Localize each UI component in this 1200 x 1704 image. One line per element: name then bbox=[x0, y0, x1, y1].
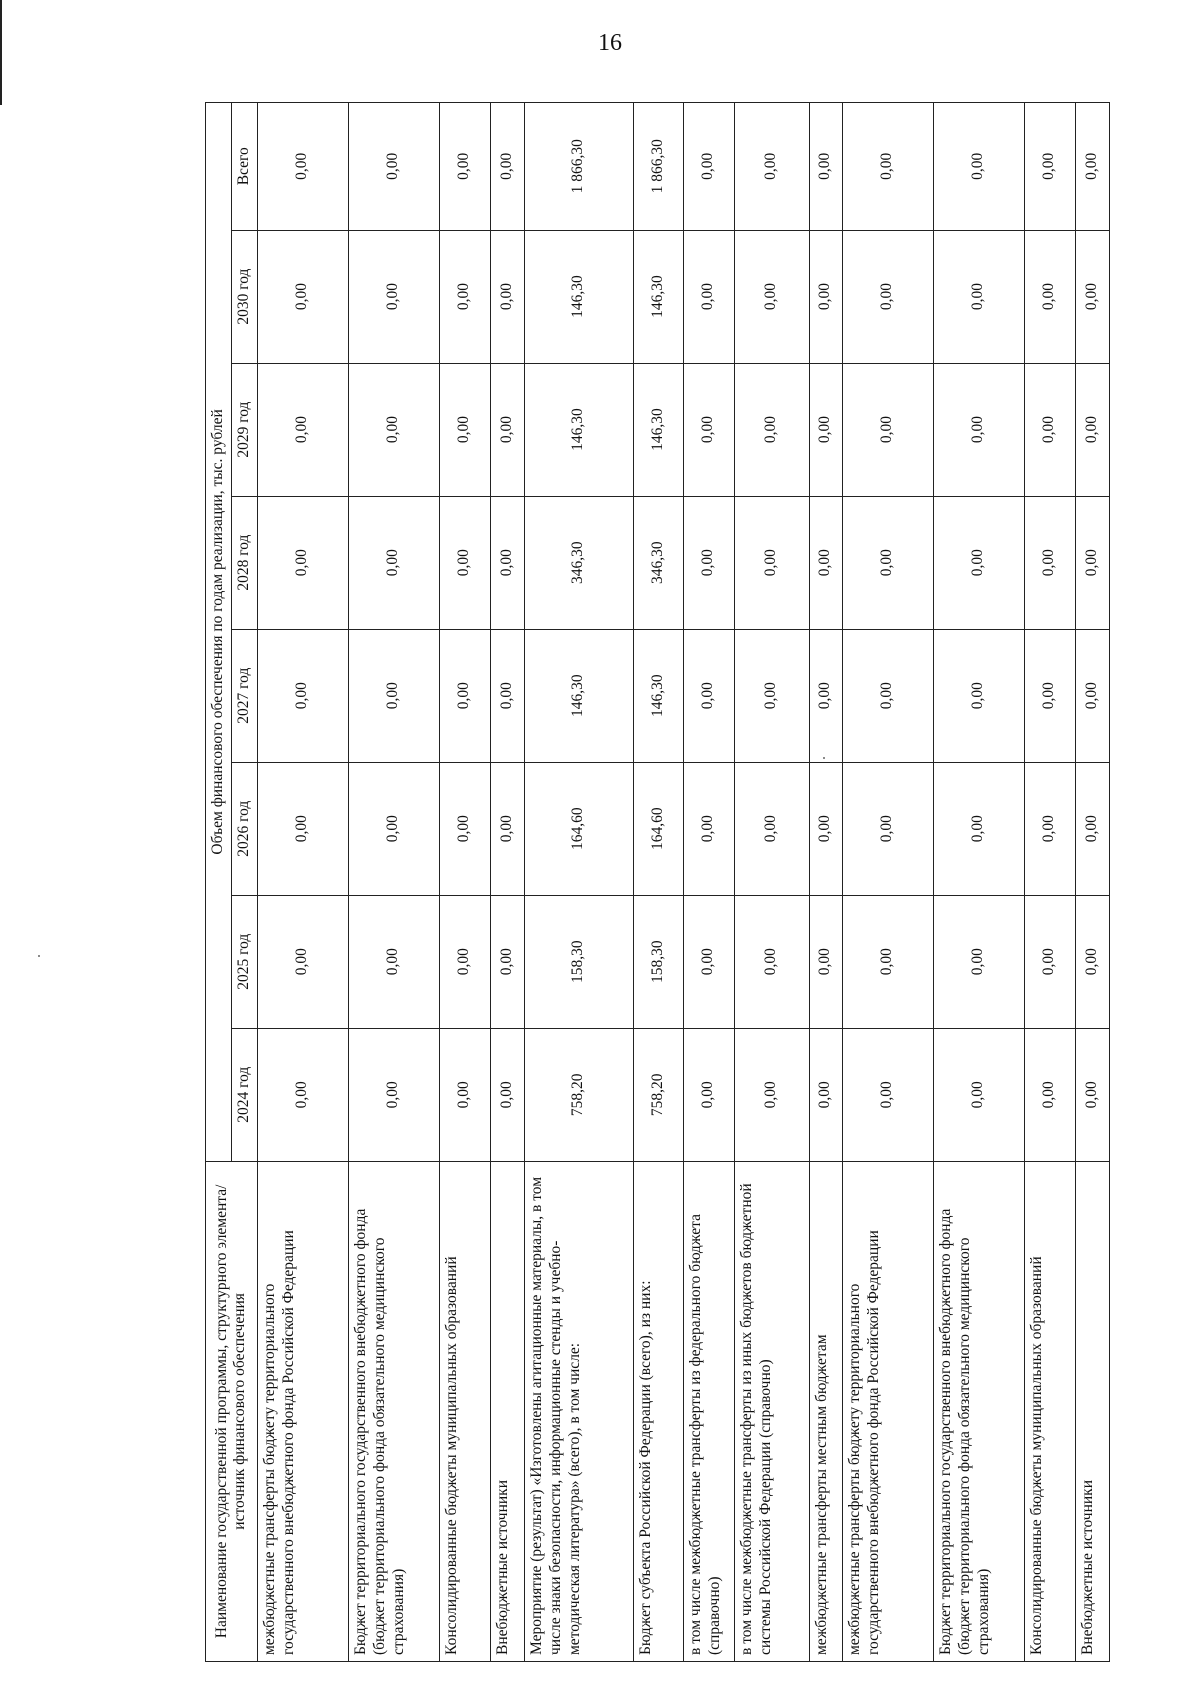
table-row bbox=[490, 103, 524, 1662]
value-cell: 0,00 bbox=[348, 103, 439, 231]
value-cell: 0,00 bbox=[933, 103, 1024, 231]
column-header-year: 2027 год bbox=[231, 629, 257, 762]
value-cell: 0,00 bbox=[490, 230, 524, 363]
value-cell: 0,00 bbox=[439, 363, 490, 496]
value-cell: 0,00 bbox=[809, 103, 842, 231]
value-cell: 0,00 bbox=[933, 363, 1024, 496]
value-cell: 0,00 bbox=[809, 496, 842, 629]
value-cell: 0,00 bbox=[490, 762, 524, 895]
row-name-cell: межбюджетные трансферты бюджету территориального государственного внебюджетного фонда Российской Федерации bbox=[842, 1161, 933, 1661]
value-cell: 0,00 bbox=[1024, 629, 1075, 762]
row-name-cell: Консолидированные бюджеты муниципальных образований bbox=[1024, 1161, 1075, 1661]
table-row bbox=[734, 103, 809, 1662]
column-group-header: Объем финансового обеспечения по годам реализации, тыс. рублей bbox=[206, 103, 232, 1162]
row-name-cell: межбюджетные трансферты местным бюджетам bbox=[809, 1161, 842, 1661]
column-header-year: 2025 год bbox=[231, 895, 257, 1028]
value-cell: 0,00 bbox=[439, 496, 490, 629]
value-cell: 0,00 bbox=[439, 762, 490, 895]
value-cell: 146,30 bbox=[524, 230, 633, 363]
value-cell: 0,00 bbox=[1024, 363, 1075, 496]
row-name-cell: межбюджетные трансферты бюджету территориального государственного внебюджетного фонда Российской Федерации bbox=[257, 1161, 348, 1661]
value-cell: 0,00 bbox=[257, 762, 348, 895]
financing-table bbox=[205, 102, 1110, 1662]
row-name-cell: Внебюджетные источники bbox=[1075, 1161, 1109, 1661]
value-cell: 0,00 bbox=[734, 762, 809, 895]
value-cell: 0,00 bbox=[490, 895, 524, 1028]
table-row bbox=[809, 103, 842, 1662]
value-cell: 0,00 bbox=[809, 762, 842, 895]
value-cell: 346,30 bbox=[524, 496, 633, 629]
value-cell: 0,00 bbox=[348, 230, 439, 363]
row-name-cell: Внебюджетные источники bbox=[490, 1161, 524, 1661]
value-cell: 0,00 bbox=[1075, 629, 1109, 762]
column-header-year: 2024 год bbox=[231, 1028, 257, 1161]
value-cell: 0,00 bbox=[257, 230, 348, 363]
value-cell: 0,00 bbox=[1075, 496, 1109, 629]
value-cell: 0,00 bbox=[734, 363, 809, 496]
row-name-cell: Мероприятие (результат) «Изготовлены агитационные материалы, в том числе знаки безопасности, информационные стенды и учебно-методическая литература» (всего), в том числе: bbox=[524, 1161, 633, 1661]
table-row bbox=[439, 103, 490, 1662]
header-row-1 bbox=[206, 103, 232, 1662]
row-name-cell: Консолидированные бюджеты муниципальных образований bbox=[439, 1161, 490, 1661]
value-cell: 0,00 bbox=[257, 629, 348, 762]
value-cell: 0,00 bbox=[734, 103, 809, 231]
value-cell: 0,00 bbox=[439, 230, 490, 363]
column-header-year: 2030 год bbox=[231, 230, 257, 363]
value-cell: 0,00 bbox=[842, 496, 933, 629]
value-cell: 0,00 bbox=[439, 629, 490, 762]
table-row bbox=[633, 103, 683, 1662]
value-cell: 0,00 bbox=[842, 895, 933, 1028]
value-cell: 0,00 bbox=[683, 762, 734, 895]
value-cell: 0,00 bbox=[734, 1028, 809, 1161]
value-cell: 146,30 bbox=[524, 629, 633, 762]
value-cell: 0,00 bbox=[683, 363, 734, 496]
scan-speck bbox=[38, 955, 40, 957]
value-cell: 0,00 bbox=[1024, 895, 1075, 1028]
value-cell: 0,00 bbox=[809, 629, 842, 762]
value-cell: 0,00 bbox=[933, 895, 1024, 1028]
value-cell: 758,20 bbox=[524, 1028, 633, 1161]
table-row bbox=[683, 103, 734, 1662]
value-cell: 146,30 bbox=[633, 629, 683, 762]
column-header-name: Наименование государственной программы, структурного элемента/источник финансового обеспечения bbox=[206, 1161, 258, 1661]
value-cell: 0,00 bbox=[1024, 103, 1075, 231]
value-cell: 0,00 bbox=[1075, 762, 1109, 895]
value-cell: 0,00 bbox=[490, 363, 524, 496]
value-cell: 0,00 bbox=[1075, 895, 1109, 1028]
value-cell: 158,30 bbox=[633, 895, 683, 1028]
table-row bbox=[1024, 103, 1075, 1662]
table-row bbox=[348, 103, 439, 1662]
column-header-year: 2026 год bbox=[231, 762, 257, 895]
value-cell: 0,00 bbox=[842, 1028, 933, 1161]
value-cell: 0,00 bbox=[490, 629, 524, 762]
value-cell: 0,00 bbox=[683, 629, 734, 762]
value-cell: 758,20 bbox=[633, 1028, 683, 1161]
value-cell: 346,30 bbox=[633, 496, 683, 629]
row-name-cell: в том числе межбюджетные трансферты из иных бюджетов бюджетной системы Российской Федерации (справочно) bbox=[734, 1161, 809, 1661]
value-cell: 164,60 bbox=[524, 762, 633, 895]
row-name-cell: Бюджет территориального государственного внебюджетного фонда (бюджет территориального фонда обязательного медицинского страхования) bbox=[933, 1161, 1024, 1661]
value-cell: 0,00 bbox=[257, 363, 348, 496]
value-cell: 0,00 bbox=[257, 895, 348, 1028]
value-cell: 0,00 bbox=[1024, 230, 1075, 363]
table-row bbox=[1075, 103, 1109, 1662]
value-cell: 0,00 bbox=[1024, 496, 1075, 629]
value-cell: 0,00 bbox=[257, 496, 348, 629]
value-cell: 0,00 bbox=[348, 496, 439, 629]
value-cell: 0,00 bbox=[809, 1028, 842, 1161]
value-cell: 0,00 bbox=[933, 1028, 1024, 1161]
value-cell: 0,00 bbox=[933, 762, 1024, 895]
value-cell: 0,00 bbox=[348, 363, 439, 496]
value-cell: 0,00 bbox=[683, 230, 734, 363]
value-cell: 0,00 bbox=[809, 895, 842, 1028]
row-name-cell: в том числе межбюджетные трансферты из федерального бюджета (справочно) bbox=[683, 1161, 734, 1661]
value-cell: 0,00 bbox=[734, 629, 809, 762]
table-row bbox=[842, 103, 933, 1662]
value-cell: 0,00 bbox=[809, 230, 842, 363]
value-cell: 0,00 bbox=[933, 230, 1024, 363]
value-cell: 0,00 bbox=[734, 230, 809, 363]
value-cell: 0,00 bbox=[683, 496, 734, 629]
value-cell: 1 866,30 bbox=[633, 103, 683, 231]
value-cell: 0,00 bbox=[348, 629, 439, 762]
table-row bbox=[524, 103, 633, 1662]
value-cell: 0,00 bbox=[933, 629, 1024, 762]
value-cell: 0,00 bbox=[439, 103, 490, 231]
value-cell: 0,00 bbox=[1075, 230, 1109, 363]
value-cell: 146,30 bbox=[524, 363, 633, 496]
table-row bbox=[257, 103, 348, 1662]
value-cell: 0,00 bbox=[348, 1028, 439, 1161]
column-header-year: 2028 год bbox=[231, 496, 257, 629]
value-cell: 0,00 bbox=[683, 103, 734, 231]
value-cell: 146,30 bbox=[633, 363, 683, 496]
column-header-year: 2029 год bbox=[231, 363, 257, 496]
table-row bbox=[933, 103, 1024, 1662]
financing-table-rotated bbox=[205, 102, 1110, 1662]
value-cell: 1 866,30 bbox=[524, 103, 633, 231]
value-cell: 0,00 bbox=[490, 103, 524, 231]
scan-margin-rule bbox=[0, 0, 2, 105]
value-cell: 0,00 bbox=[348, 895, 439, 1028]
value-cell: 0,00 bbox=[683, 1028, 734, 1161]
row-name-cell: Бюджет субъекта Российской Федерации (всего), из них: bbox=[633, 1161, 683, 1661]
page-number: 16 bbox=[598, 30, 622, 56]
value-cell: 0,00 bbox=[842, 629, 933, 762]
value-cell: 0,00 bbox=[734, 895, 809, 1028]
value-cell: 0,00 bbox=[439, 895, 490, 1028]
value-cell: 0,00 bbox=[809, 363, 842, 496]
value-cell: 0,00 bbox=[842, 103, 933, 231]
value-cell: 0,00 bbox=[842, 363, 933, 496]
column-header-year: Всего bbox=[231, 103, 257, 231]
value-cell: 164,60 bbox=[633, 762, 683, 895]
value-cell: 0,00 bbox=[933, 496, 1024, 629]
value-cell: 0,00 bbox=[257, 103, 348, 231]
value-cell: 0,00 bbox=[842, 230, 933, 363]
row-name-cell: Бюджет территориального государственного внебюджетного фонда (бюджет территориального фонда обязательного медицинского страхования) bbox=[348, 1161, 439, 1661]
value-cell: 0,00 bbox=[490, 496, 524, 629]
value-cell: 0,00 bbox=[734, 496, 809, 629]
value-cell: 0,00 bbox=[439, 1028, 490, 1161]
value-cell: 146,30 bbox=[633, 230, 683, 363]
value-cell: 0,00 bbox=[257, 1028, 348, 1161]
value-cell: 0,00 bbox=[842, 762, 933, 895]
value-cell: 0,00 bbox=[1075, 1028, 1109, 1161]
value-cell: 0,00 bbox=[1024, 1028, 1075, 1161]
value-cell: 0,00 bbox=[348, 762, 439, 895]
value-cell: 0,00 bbox=[490, 1028, 524, 1161]
value-cell: 158,30 bbox=[524, 895, 633, 1028]
value-cell: 0,00 bbox=[1075, 103, 1109, 231]
value-cell: 0,00 bbox=[1024, 762, 1075, 895]
value-cell: 0,00 bbox=[1075, 363, 1109, 496]
value-cell: 0,00 bbox=[683, 895, 734, 1028]
